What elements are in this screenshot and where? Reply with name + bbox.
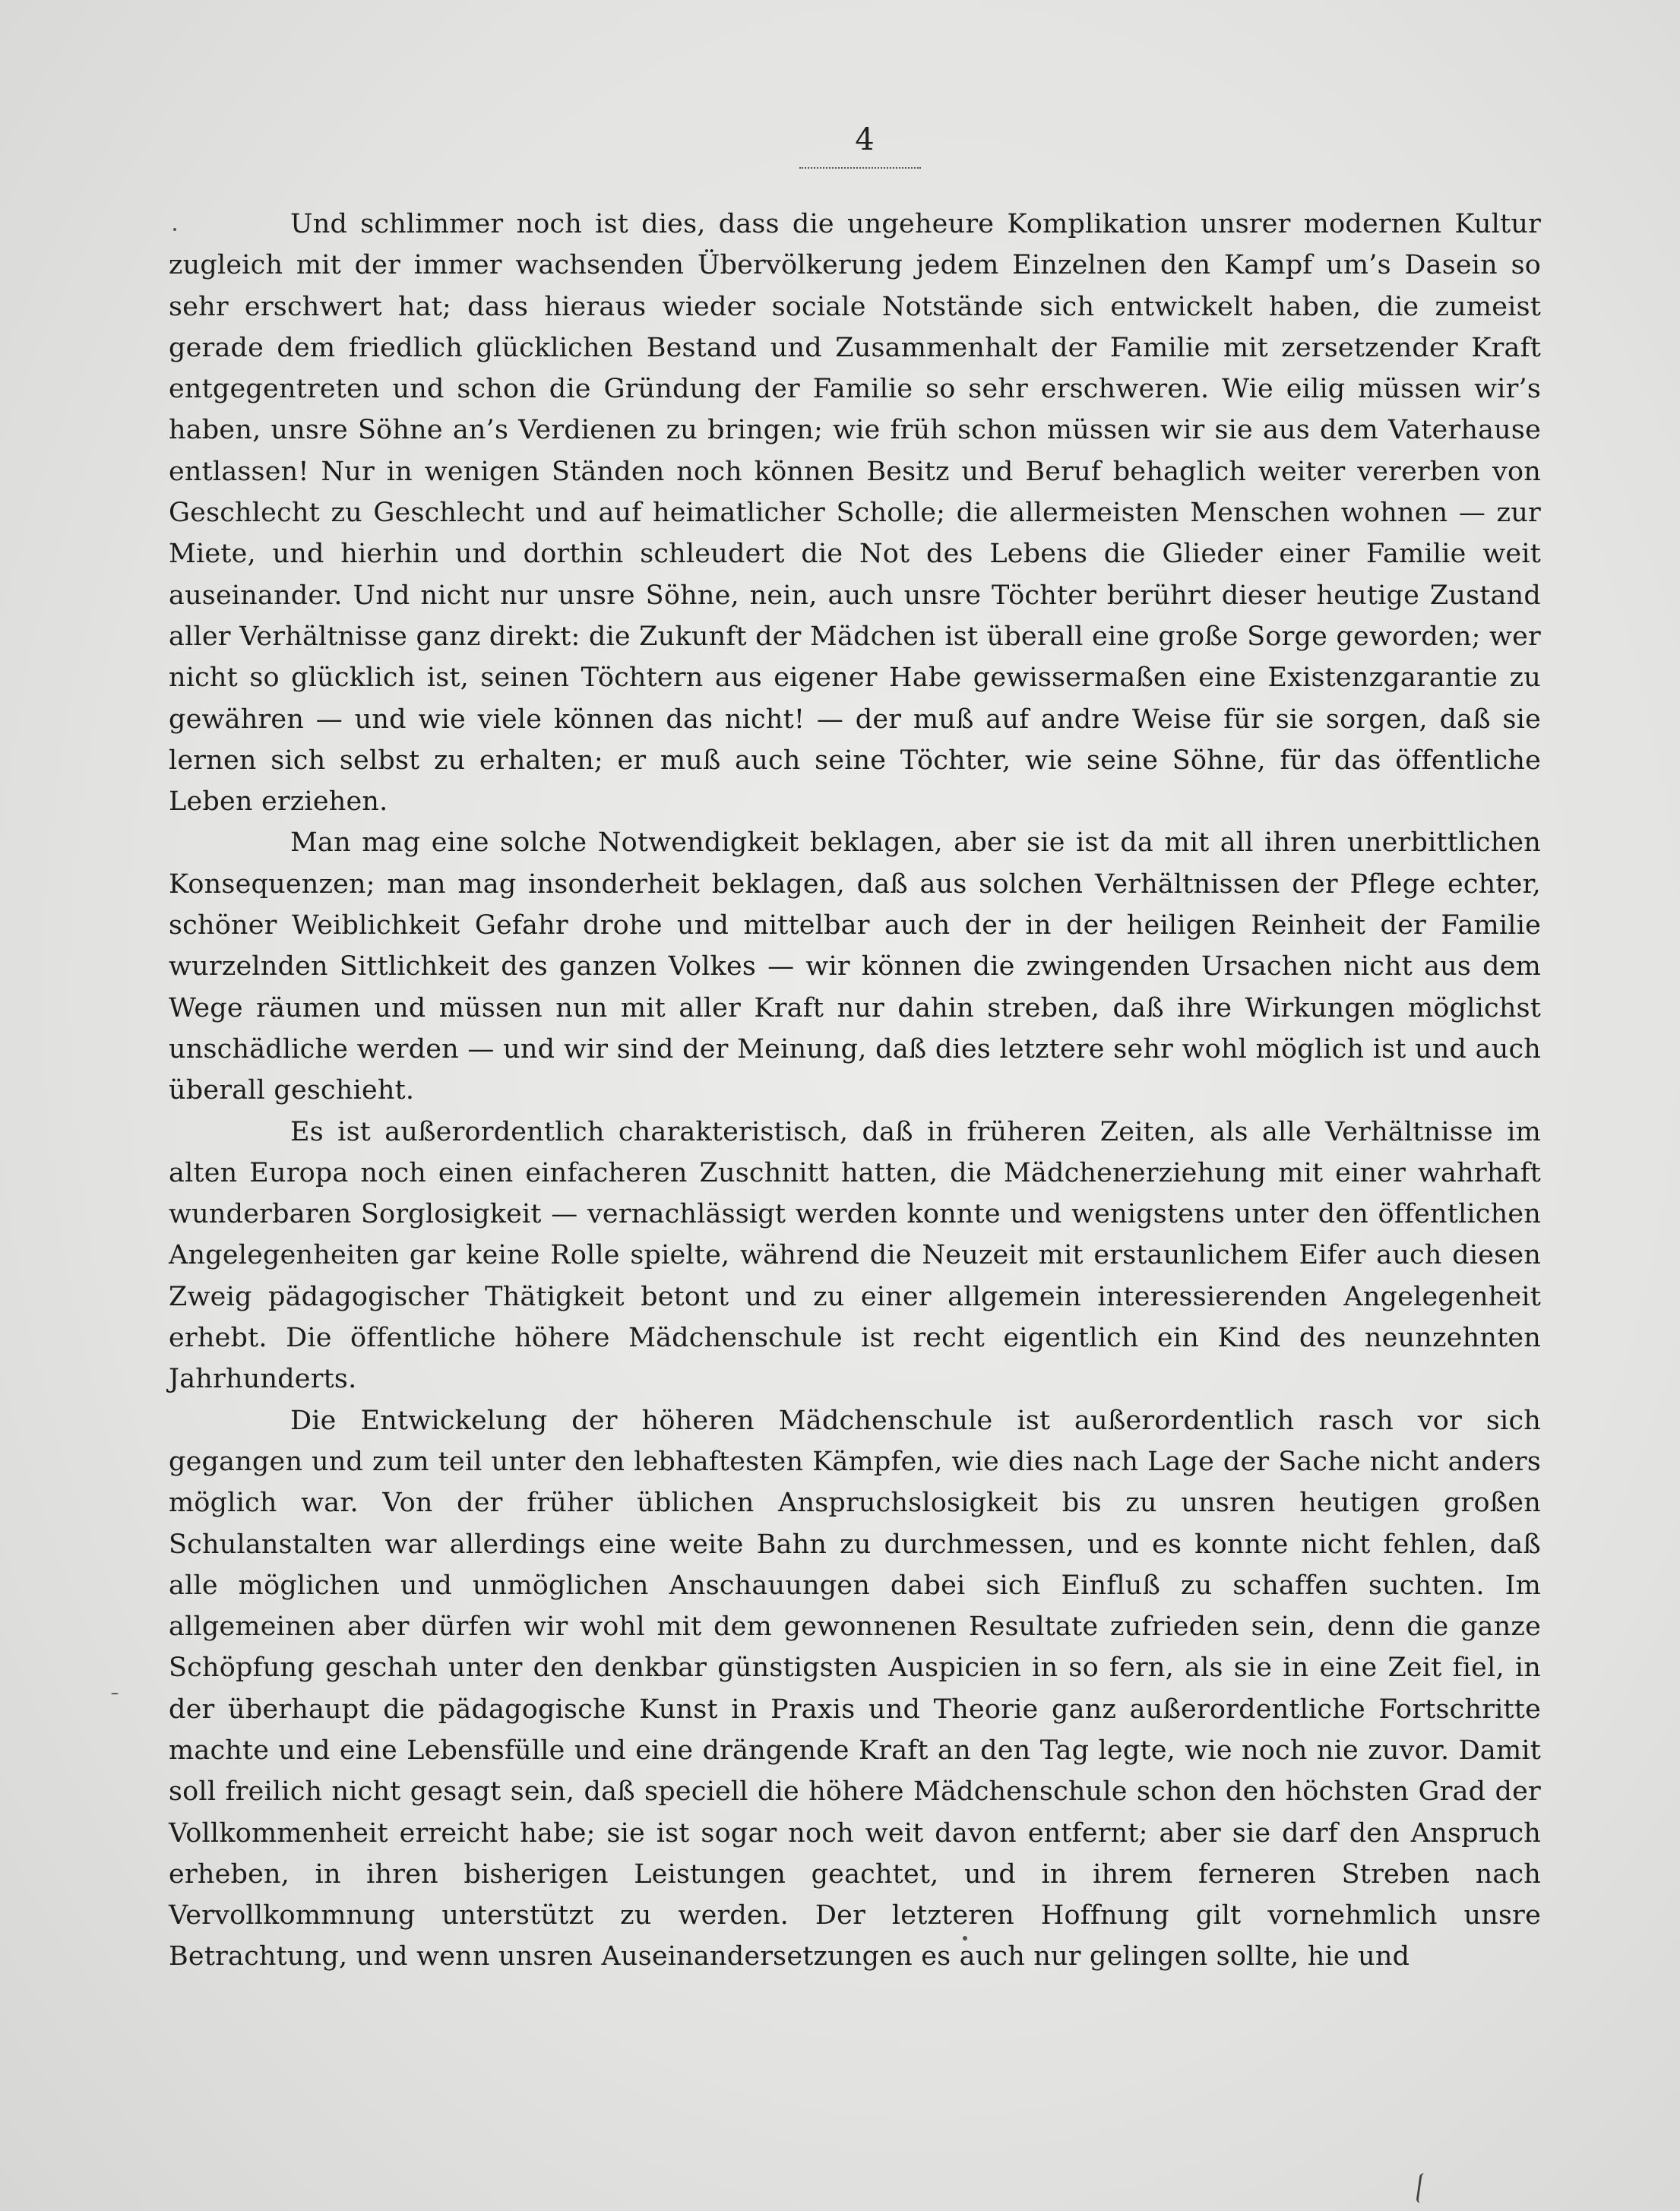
page-number: 4 — [855, 122, 875, 157]
page-edge-mark — [1416, 2172, 1428, 2203]
scan-speck — [173, 228, 176, 231]
body-text — [169, 204, 1541, 1978]
paragraph-3: Es ist außerordentlich charakteristisch, daß in früheren Zeiten, als alle Verhältnisse im alten Europa noch einen einfacheren Zuschnitt hatten, die Mädchenerziehung mit einer wahrhaft wunderbaren Sorglosigkeit — vernachlässigt werden konnte und wenigstens unter den öffentlichen Angelegenheiten gar keine Rolle spielte, während die Neuzeit mit erstaunlichem Eifer auch diesen Zweig pädagogischer Thätigkeit betont und zu einer allgemein interessierenden Angelegenheit erhebt. Die öffentliche höhere Mädchenschule ist recht eigentlich ein Kind des neunzehnten Jahrhunderts. — [169, 1116, 1541, 1395]
paragraph-2: Man mag eine solche Notwendigkeit beklagen, aber sie ist da mit all ihren unerbittlichen Konsequenzen; man mag insonderheit beklagen, daß aus solchen Verhältnissen der Pflege echter, schöner Weiblichkeit Gefahr drohe und mittelbar auch der in der heiligen Reinheit der Familie wurzelnden Sittlichkeit des ganzen Volkes — wir können die zwingenden Ursachen nicht aus dem Wege räumen und müssen nun mit aller Kraft nur dahin streben, daß ihre Wirkungen möglichst unschädliche werden — und wir sind der Meinung, daß dies letztere sehr wohl möglich ist und auch überall geschieht. — [169, 827, 1541, 1106]
paragraph-1: Und schlimmer noch ist dies, dass die ungeheure Komplikation unsrer modernen Kultur zugleich mit der immer wachsenden Übervölkerung jedem Einzelnen den Kampf um’s Dasein so sehr erschwert hat; dass hieraus wieder sociale Notstände sich entwickelt haben, die zumeist gerade dem friedlich glücklichen Bestand und Zusammenhalt der Familie mit zersetzender Kraft entgegentreten und schon die Gründung der Familie so sehr erschweren. Wie eilig müssen wir’s haben, unsre Söhne an’s Verdienen zu bringen; wie früh schon müssen wir sie aus dem Vaterhause entlassen! Nur in wenigen Ständen noch können Besitz und Beruf behaglich weiter vererben von Geschlecht zu Geschlecht und auf heimatlicher Scholle; die allermeisten Menschen wohnen — zur Miete, und hierhin und dorthin schleudert die Not des Lebens die Glieder einer Familie weit auseinander. Und nicht nur unsre Söhne, nein, auch unsre Töchter berührt dieser heutige Zustand aller Verhältnisse ganz direkt: die Zukunft der Mädchen ist überall eine große Sorge geworden; wer nicht so glücklich ist, seinen Töchtern aus eigener Habe gewissermaßen eine Existenzgarantie zu gewähren — und wie viele können das nicht! — der muß auf andre Weise für sie sorgen, daß sie lernen sich selbst zu erhalten; er muß auch seine Töchter, wie seine Söhne, für das öffentliche Leben erziehen. — [169, 209, 1541, 818]
paragraph-4: Die Entwickelung der höheren Mädchenschule ist außerordentlich rasch vor sich gegangen und zum teil unter den lebhaftesten Kämpfen, wie dies nach Lage der Sache nicht anders möglich war. Von der früher üblichen Anspruchslosigkeit bis zu unsren heutigen großen Schulanstalten war allerdings eine weite Bahn zu durchmessen, und es konnte nicht fehlen, daß alle möglichen und unmöglichen Anschauungen dabei sich Einfluß zu schaffen suchten. Im allgemeinen aber dürfen wir wohl mit dem gewonnenen Resultate zufrieden sein, denn die ganze Schöpfung geschah unter den denkbar günstigsten Auspicien in so fern, als sie in eine Zeit fiel, in der überhaupt die pädagogische Kunst in Praxis und Theorie ganz außerordentliche Fortschritte machte und eine Lebensfülle und eine drängende Kraft an den Tag legte, wie noch nie zuvor. Damit soll freilich nicht gesagt sein, daß speciell die höhere Mädchenschule schon den höchsten Grad der Vollkommenheit erreicht habe; sie ist sogar noch weit davon entfernt; aber sie darf den Anspruch erheben, in ihren bisherigen Leistungen geachtet, und in ihrem ferneren Streben nach Vervollkommnung unterstützt zu werden. Der letzteren Hoffnung gilt vornehmlich unsre Betrachtung, und wenn unsren Auseinandersetzungen es auch nur gelingen sollte, hie und — [169, 1405, 1541, 1972]
page-number-ornament — [799, 163, 921, 169]
scan-speck — [111, 1693, 119, 1694]
scan-speck — [963, 1936, 967, 1941]
